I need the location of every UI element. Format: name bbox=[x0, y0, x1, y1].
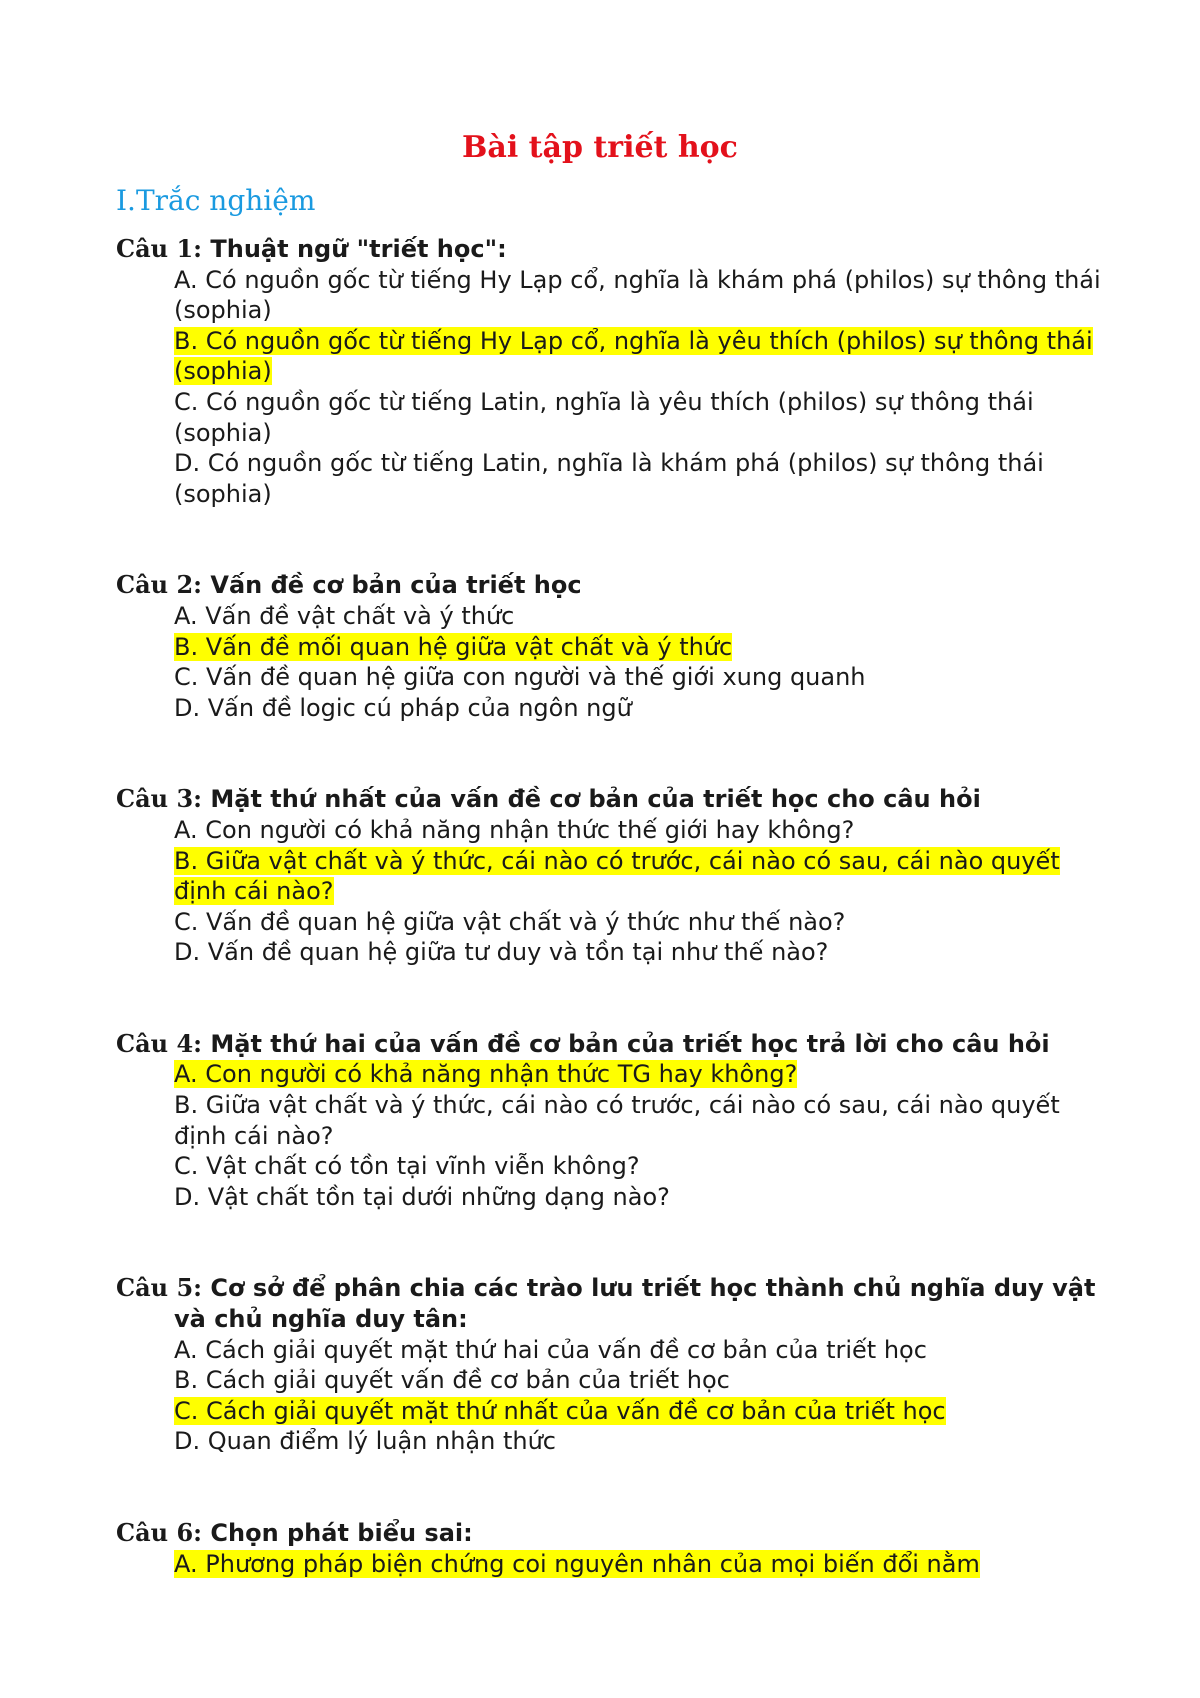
question-block bbox=[116, 784, 1116, 968]
answer-text: C. Có nguồn gốc từ tiếng Latin, nghĩa là yêu thích (philos) sự thông thái (sophia) bbox=[174, 387, 1034, 447]
answer-option bbox=[174, 387, 1116, 448]
answer-options bbox=[116, 265, 1116, 510]
question-label: Câu 4: bbox=[116, 1028, 203, 1058]
section-heading: I.Trắc nghiệm bbox=[116, 184, 316, 217]
answer-text: B. Cách giải quyết vấn đề cơ bản của triết học bbox=[174, 1366, 730, 1395]
answer-text: D. Vật chất tồn tại dưới những dạng nào? bbox=[174, 1182, 670, 1211]
answer-text: A. Vấn đề vật chất và ý thức bbox=[174, 601, 515, 630]
question-list bbox=[116, 234, 1116, 1579]
answer-text: D. Có nguồn gốc từ tiếng Latin, nghĩa là khám phá (philos) sự thông thái (sophia) bbox=[174, 449, 1044, 508]
answer-text: C. Vấn đề quan hệ giữa vật chất và ý thức như thế nào? bbox=[174, 907, 846, 936]
question-label: Câu 1: bbox=[116, 234, 203, 263]
answer-option-correct bbox=[174, 846, 1116, 907]
question-text: Thuật ngữ "triết học": bbox=[210, 235, 507, 263]
answer-text: D. Vấn đề quan hệ giữa tư duy và tồn tại như thế nào? bbox=[174, 938, 829, 967]
question-text: Mặt thứ hai của vấn đề cơ bản của triết học trả lời cho câu hỏi bbox=[210, 1029, 1050, 1058]
highlighted-answer-text: B. Giữa vật chất và ý thức, cái nào có trước, cái nào có sau, cái nào quyết định cái nào? bbox=[174, 846, 1060, 906]
question-spacer bbox=[116, 968, 1116, 1029]
highlighted-answer-text: A. Phương pháp biện chứng coi nguyên nhân của mọi biến đổi nằm bbox=[174, 1549, 980, 1578]
answer-text: B. Giữa vật chất và ý thức, cái nào có trước, cái nào có sau, cái nào quyết định cái nào? bbox=[174, 1091, 1060, 1150]
question-block bbox=[116, 1029, 1116, 1213]
question-title bbox=[116, 570, 1116, 601]
answer-options bbox=[116, 601, 1116, 723]
answer-option bbox=[174, 1365, 1116, 1396]
question-spacer bbox=[116, 723, 1116, 784]
document-title: Bài tập triết học bbox=[462, 130, 738, 165]
answer-text: A. Con người có khả năng nhận thức thế giới hay không? bbox=[174, 815, 855, 844]
question-label: Câu 5: bbox=[116, 1273, 203, 1303]
question-title bbox=[116, 1273, 1116, 1334]
question-text: Chọn phát biểu sai: bbox=[210, 1519, 473, 1547]
answer-option-correct bbox=[174, 326, 1116, 387]
answer-text: C. Vật chất có tồn tại vĩnh viễn không? bbox=[174, 1152, 640, 1181]
answer-option bbox=[174, 448, 1116, 509]
answer-text: D. Quan điểm lý luận nhận thức bbox=[174, 1427, 556, 1456]
answer-option bbox=[174, 1335, 1116, 1366]
question-block bbox=[116, 1273, 1116, 1457]
answer-option bbox=[174, 662, 1116, 693]
question-block bbox=[116, 234, 1116, 509]
question-spacer bbox=[116, 1457, 1116, 1518]
question-block bbox=[116, 1518, 1116, 1579]
answer-option bbox=[174, 693, 1116, 724]
answer-options bbox=[116, 1059, 1116, 1212]
question-text: Cơ sở để phân chia các trào lưu triết học thành chủ nghĩa duy vật và chủ nghĩa duy tân: bbox=[174, 1274, 1096, 1334]
answer-option-correct bbox=[174, 632, 1116, 663]
question-label: Câu 2: bbox=[116, 570, 203, 600]
question-title bbox=[116, 1029, 1116, 1060]
answer-option bbox=[174, 1426, 1116, 1457]
question-label: Câu 3: bbox=[116, 784, 203, 814]
question-title bbox=[116, 234, 1116, 265]
answer-option-correct bbox=[174, 1059, 1116, 1090]
answer-option bbox=[174, 265, 1116, 326]
highlighted-answer-text: B. Có nguồn gốc từ tiếng Hy Lạp cổ, nghĩa là yêu thích (philos) sự thông thái (sophia) bbox=[174, 326, 1093, 386]
question-title bbox=[116, 784, 1116, 815]
answer-text: C. Vấn đề quan hệ giữa con người và thế giới xung quanh bbox=[174, 663, 866, 692]
answer-option bbox=[174, 1090, 1116, 1151]
highlighted-answer-text: C. Cách giải quyết mặt thứ nhất của vấn đề cơ bản của triết học bbox=[174, 1396, 946, 1425]
answer-text: A. Cách giải quyết mặt thứ hai của vấn đề cơ bản của triết học bbox=[174, 1335, 927, 1364]
question-text: Vấn đề cơ bản của triết học bbox=[210, 571, 582, 600]
answer-option bbox=[174, 907, 1116, 938]
answer-option bbox=[174, 937, 1116, 968]
answer-option bbox=[174, 1151, 1116, 1182]
highlighted-answer-text: A. Con người có khả năng nhận thức TG hay không? bbox=[174, 1060, 798, 1089]
answer-option bbox=[174, 1182, 1116, 1213]
answer-options bbox=[116, 1549, 1116, 1580]
question-text: Mặt thứ nhất của vấn đề cơ bản của triết học cho câu hỏi bbox=[210, 785, 981, 814]
answer-text: D. Vấn đề logic cú pháp của ngôn ngữ bbox=[174, 693, 632, 722]
answer-option bbox=[174, 815, 1116, 846]
question-spacer bbox=[116, 1212, 1116, 1273]
question-spacer bbox=[116, 509, 1116, 570]
answer-options bbox=[116, 1335, 1116, 1457]
answer-option bbox=[174, 601, 1116, 632]
answer-option-correct bbox=[174, 1549, 1116, 1580]
answer-text: A. Có nguồn gốc từ tiếng Hy Lạp cổ, nghĩa là khám phá (philos) sự thông thái (sophia) bbox=[174, 265, 1101, 325]
question-label: Câu 6: bbox=[116, 1518, 203, 1547]
question-title bbox=[116, 1518, 1116, 1549]
question-block bbox=[116, 570, 1116, 723]
answer-options bbox=[116, 815, 1116, 968]
highlighted-answer-text: B. Vấn đề mối quan hệ giữa vật chất và ý thức bbox=[174, 632, 733, 661]
answer-option-correct bbox=[174, 1396, 1116, 1427]
